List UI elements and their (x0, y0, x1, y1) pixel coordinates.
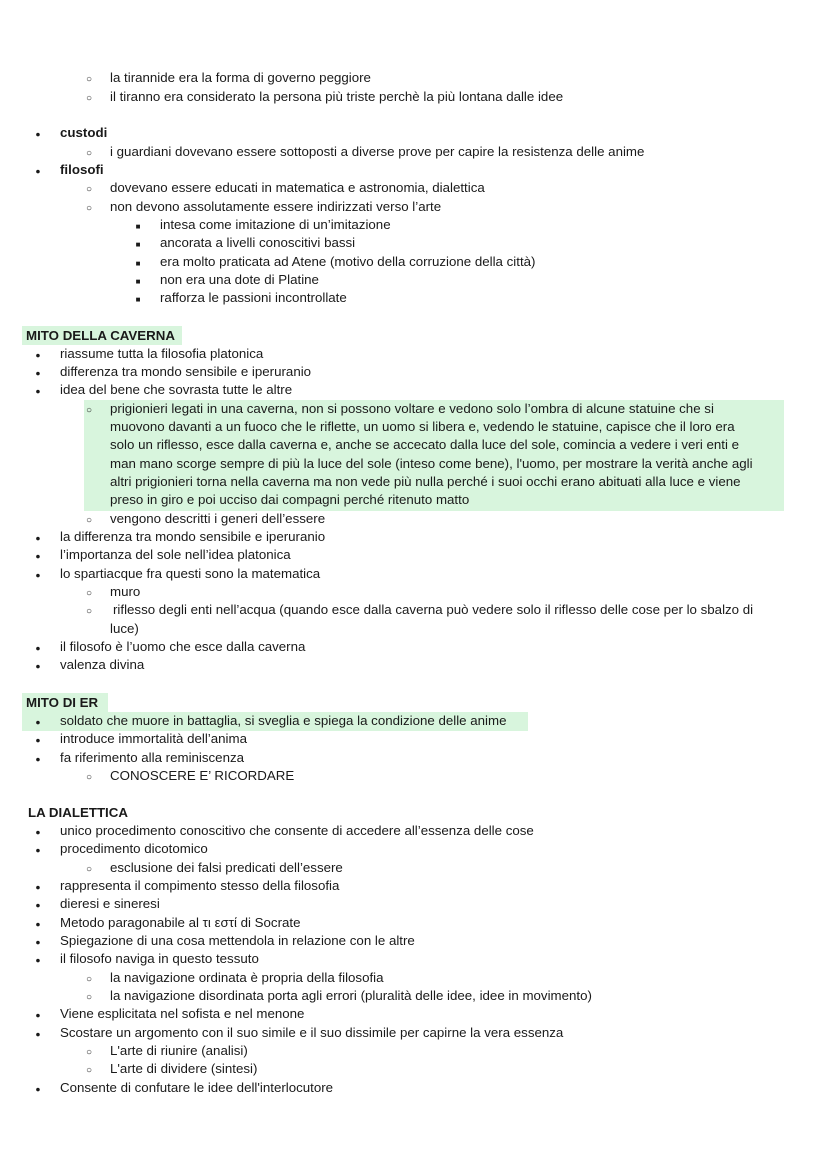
story-line: muovono davanti a un fuoco che le riflette, un uomo si libera e, vedendo le statuine, capisce che il loro era (110, 419, 735, 434)
list-item: la tirannide era la forma di governo peggiore (110, 70, 371, 85)
list-item: differenza tra mondo sensibile e iperuranio (60, 364, 312, 379)
bullet-dot (28, 877, 48, 896)
bullet-dot (28, 161, 48, 180)
list-item: L'arte di dividere (sintesi) (110, 1061, 258, 1076)
heading-dialettica: LA DIALETTICA (28, 805, 128, 820)
list-item: dovevano essere educati in matematica e astronomia, dialettica (110, 180, 485, 195)
bullet-square (128, 253, 148, 273)
bullet-circle (79, 583, 99, 603)
bullet-dot (28, 528, 48, 547)
bullet-dot (28, 124, 48, 143)
list-item: Viene esplicitata nel sofista e nel menone (60, 1006, 305, 1021)
bullet-dot (28, 363, 48, 382)
bullet-dot (28, 730, 48, 749)
list-item: fa riferimento alla reminiscenza (60, 750, 245, 765)
list-item: non devono assolutamente essere indirizzati verso l’arte (110, 199, 442, 214)
bullet-circle (79, 69, 99, 89)
list-item: soldato che muore in battaglia, si sveglia e spiega la condizione delle anime (60, 713, 507, 728)
list-item: valenza divina (60, 657, 145, 672)
bullet-square (128, 289, 148, 309)
list-item: Spiegazione di una cosa mettendola in relazione con le altre (60, 933, 415, 948)
bullet-square (128, 271, 148, 291)
list-item: Scostare un argomento con il suo simile e il suo dissimile per capirne la vera essenza (60, 1025, 564, 1040)
bullet-circle (79, 400, 99, 420)
bullet-dot (28, 1005, 48, 1024)
list-item: procedimento dicotomico (60, 841, 208, 856)
section-label-filosofi: filosofi (60, 162, 104, 177)
bullet-dot (28, 656, 48, 675)
list-item: Consente di confutare le idee dell'interlocutore (60, 1080, 334, 1095)
story-line: preso in giro e poi ucciso dai compagni perché ritenuto matto (110, 492, 470, 507)
bullet-circle (79, 601, 99, 621)
bullet-dot (28, 565, 48, 584)
list-item: Metodo paragonabile al τι εστί di Socrate (60, 915, 301, 930)
bullet-dot (28, 822, 48, 841)
bullet-circle (79, 767, 99, 787)
bullet-dot (28, 840, 48, 859)
bullet-dot (28, 1024, 48, 1043)
bullet-square (128, 216, 148, 236)
bullet-circle (79, 88, 99, 108)
story-line: prigionieri legati in una caverna, non si possono voltare e vedono solo l’ombra di alcune statuine che si (110, 401, 714, 416)
bullet-dot (28, 1079, 48, 1098)
list-item: lo spartiacque fra questi sono la matematica (60, 566, 321, 581)
list-item: esclusione dei falsi predicati dell’essere (110, 860, 343, 875)
bullet-dot (28, 381, 48, 400)
list-item: introduce immortalità dell’anima (60, 731, 247, 746)
bullet-circle (79, 987, 99, 1007)
bullet-circle (79, 510, 99, 530)
list-item: la navigazione disordinata porta agli errori (pluralità delle idee, idee in movimento) (110, 988, 592, 1003)
bullet-circle (79, 198, 99, 218)
list-item: L'arte di riunire (analisi) (110, 1043, 248, 1058)
bullet-circle (79, 1060, 99, 1080)
bullet-dot (28, 638, 48, 657)
bullet-circle (79, 143, 99, 163)
list-item: intesa come imitazione di un’imitazione (160, 217, 391, 232)
bullet-dot (28, 932, 48, 951)
list-item: vengono descritti i generi dell’essere (110, 511, 326, 526)
list-item: idea del bene che sovrasta tutte le altre (60, 382, 293, 397)
list-item-continuation: luce) (110, 621, 139, 636)
list-item: CONOSCERE E’ RICORDARE (110, 768, 295, 783)
list-item: unico procedimento conoscitivo che consente di accedere all’essenza delle cose (60, 823, 534, 838)
list-item: l’importanza del sole nell’idea platonica (60, 547, 291, 562)
bullet-dot (28, 345, 48, 364)
bullet-circle (79, 859, 99, 879)
bullet-circle (79, 179, 99, 199)
list-item: il filosofo è l’uomo che esce dalla caverna (60, 639, 306, 654)
list-item: ancorata a livelli conoscitivi bassi (160, 235, 356, 250)
list-item: non era una dote di Platine (160, 272, 319, 287)
section-label-custodi: custodi (60, 125, 108, 140)
story-line: man mano scorge sempre di più la luce del sole (inteso come bene), l'uomo, per mostrare la verità anche agli (110, 456, 753, 471)
bullet-dot (28, 749, 48, 768)
bullet-dot (28, 914, 48, 933)
story-line: altri prigionieri torna nella caverna ma non vede più nulla perché i suoi occhi erano abituati alla luce e viene (110, 474, 741, 489)
bullet-circle (79, 969, 99, 989)
list-item: rappresenta il compimento stesso della filosofia (60, 878, 340, 893)
list-item: muro (110, 584, 141, 599)
bullet-square (128, 234, 148, 254)
bullet-dot (28, 895, 48, 914)
bullet-dot (28, 712, 48, 731)
list-item: la navigazione ordinata è propria della filosofia (110, 970, 384, 985)
bullet-dot (28, 546, 48, 565)
list-item: i guardiani dovevano essere sottoposti a diverse prove per capire la resistenza delle anime (110, 144, 645, 159)
heading-mito-er: MITO DI ER (26, 695, 99, 710)
bullet-dot (28, 950, 48, 969)
list-item: dieresi e sineresi (60, 896, 160, 911)
bullet-circle (79, 1042, 99, 1062)
list-item: riflesso degli enti nell’acqua (quando esce dalla caverna può vedere solo il riflesso delle cose per lo sbalzo di (113, 602, 754, 617)
story-line: solo un riflesso, esce dalla caverna e, anche se accecato dalla luce del sole, comincia a vedere i veri enti e (110, 437, 739, 452)
list-item: riassume tutta la filosofia platonica (60, 346, 264, 361)
list-item: rafforza le passioni incontrollate (160, 290, 347, 305)
list-item: il tiranno era considerato la persona più triste perchè la più lontana dalle idee (110, 89, 564, 104)
heading-mito-caverna: MITO DELLA CAVERNA (26, 328, 175, 343)
list-item: era molto praticata ad Atene (motivo della corruzione della città) (160, 254, 536, 269)
list-item: il filosofo naviga in questo tessuto (60, 951, 259, 966)
list-item: la differenza tra mondo sensibile e iperuranio (60, 529, 326, 544)
